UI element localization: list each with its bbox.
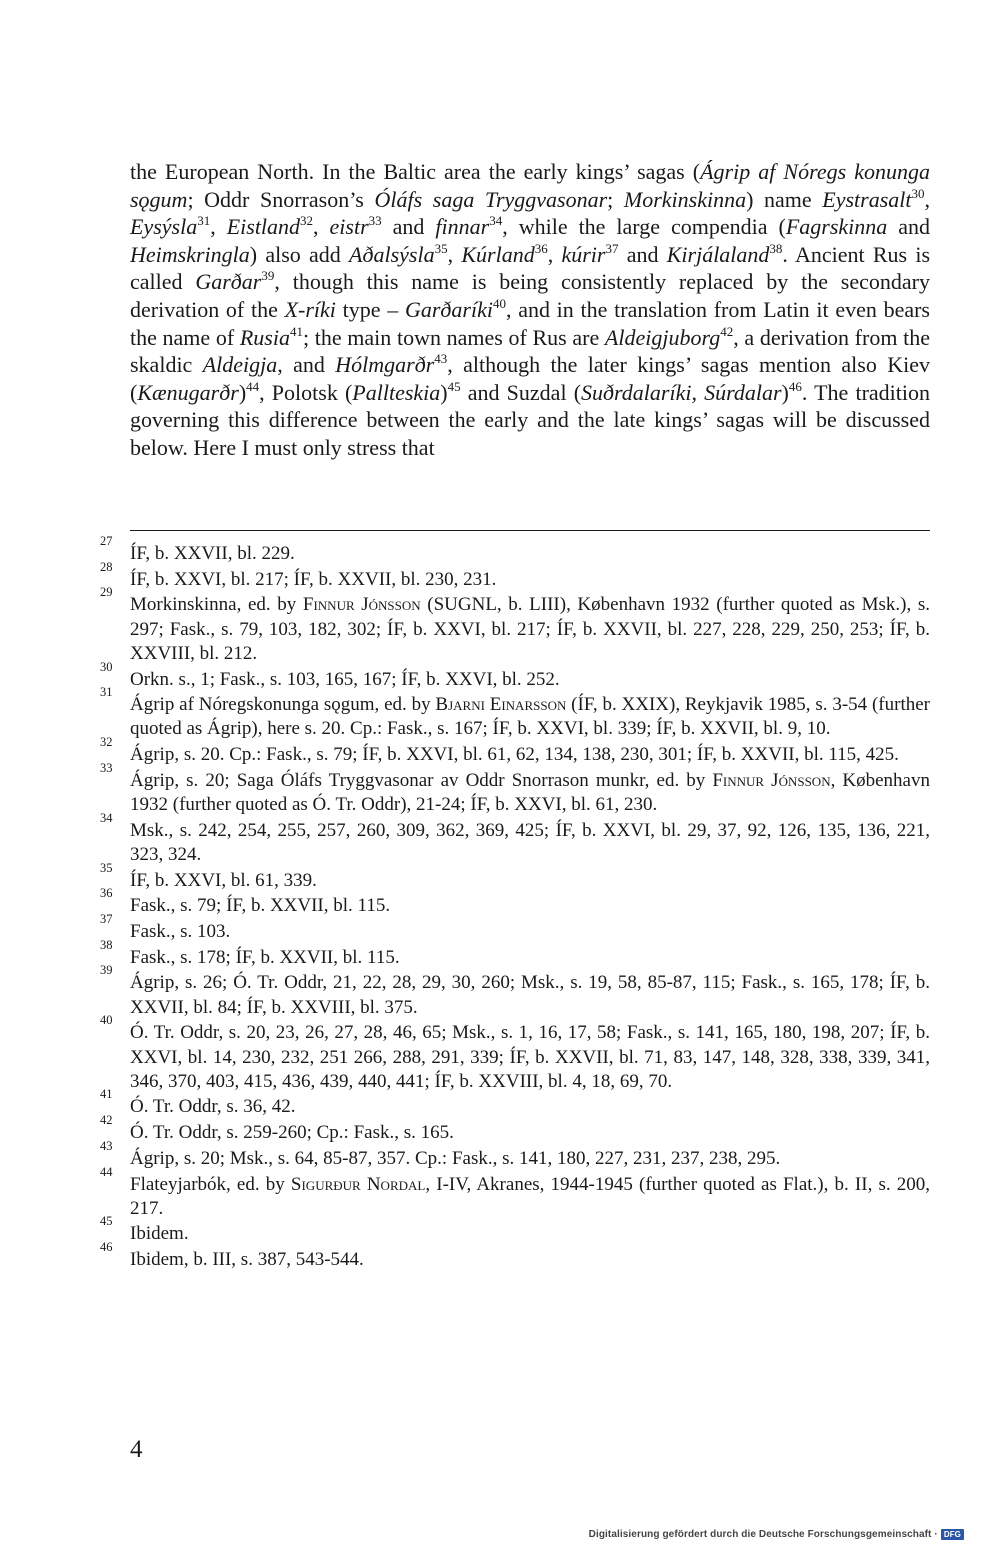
footnote-number: 31 — [100, 685, 113, 700]
footnote: 39 Ágrip, s. 26; Ó. Tr. Oddr, 21, 22, 28, 29, 30, 260; Msk., s. 19, 58, 85-87, 115; Fask., s. 165, 178; ÍF, b. XXVII, bl. 84; ÍF, b. XXVIII, bl. 375. — [100, 963, 930, 1018]
footnote-number: 44 — [100, 1164, 113, 1179]
footnote: 36 Fask., s. 79; ÍF, b. XXVII, bl. 115. — [100, 886, 391, 917]
digitization-credit — [589, 1529, 964, 1540]
footnote: 32 Ágrip, s. 20. Cp.: Fask., s. 79; ÍF, b. XXVI, bl. 61, 62, 134, 138, 230, 301; ÍF, b. XXVII, bl. 115, 425. — [100, 735, 899, 766]
footnote: 37 Fask., s. 103. — [100, 912, 231, 943]
footnote-number: 34 — [100, 810, 113, 825]
footnote-number: 37 — [100, 912, 113, 927]
footnote: 46 Ibidem, b. III, s. 387, 543-544. — [100, 1240, 364, 1271]
page-number: 4 — [130, 1436, 143, 1463]
footnote: 40 Ó. Tr. Oddr, s. 20, 23, 26, 27, 28, 46, 65; Msk., s. 1, 16, 17, 58; Fask., s. 141, 165, 180, 198, 207; ÍF, b. XXVI, bl. 14, 230, 232, 251 266, 288, 291, 339; ÍF, b. XXVII, bl. 71, 83, 147, 148, 328, 338, 339, 341, 346, 370, 403, 415, 436, 439, 440, 441; ÍF, b. XXVIII, bl. 4, 18, 69, 70. — [100, 1013, 930, 1092]
footnote-number: 35 — [100, 860, 113, 875]
footnote-number: 46 — [100, 1240, 113, 1255]
footnote-number: 39 — [100, 963, 113, 978]
footnote: 38 Fask., s. 178; ÍF, b. XXVII, bl. 115. — [100, 937, 400, 968]
footnote: 41 Ó. Tr. Oddr, s. 36, 42. — [100, 1087, 296, 1118]
footnote: 44 Flateyjarbók, ed. by Sigurður Nordal, I-IV, Akranes, 1944-1945 (further quoted as Flat.), b. II, s. 200, 217. — [100, 1164, 930, 1219]
footnote: 31 Ágrip af Nóregskonunga sǫgum, ed. by Bjarni Einarsson (ÍF, b. XXIX), Reykjavik 1985, s. 3-54 (further quoted as Ágrip), here s. 20. Cp.: Fask., s. 167; ÍF, b. XXVI, bl. 339; ÍF, b. XXVII, bl. 9, 10. — [100, 685, 930, 740]
footnote: 34 Msk., s. 242, 254, 255, 257, 260, 309, 362, 369, 425; ÍF, b. XXVI, bl. 29, 37, 92, 126, 135, 136, 221, 323, 324. — [100, 810, 930, 865]
footnote-number: 42 — [100, 1113, 113, 1128]
footnote-number: 33 — [100, 760, 113, 775]
footnote-number: 41 — [100, 1087, 113, 1102]
dfg-logo: DFG — [941, 1529, 964, 1540]
footnote: 28 ÍF, b. XXVI, bl. 217; ÍF, b. XXVII, bl. 230, 231. — [100, 559, 497, 590]
credit-text: Digitalisierung gefördert durch die Deutsche Forschungsgemeinschaft · — [588, 1529, 938, 1540]
footnotes — [100, 534, 931, 1274]
footnote: 29 Morkinskinna, ed. by Finnur Jónsson (SUGNL, b. LIII), København 1932 (further quoted as Msk.), s. 297; Fask., s. 79, 103, 182, 302; ÍF, b. XXVI, bl. 217; ÍF, b. XXVII, bl. 227, 228, 229, 250, 253; ÍF, b. XXVIII, bl. 212. — [100, 585, 931, 664]
footnote: 33 Ágrip, s. 20; Saga Óláfs Tryggvasonar av Oddr Snorrason munkr, ed. by Finnur Jónsson, København 1932 (further quoted as Ó. Tr. Oddr), 21-24; ÍF, b. XXVI, bl. 61, 230. — [100, 760, 930, 816]
footnote: 45 Ibidem. — [100, 1214, 189, 1245]
footnote-number: 43 — [100, 1138, 113, 1153]
footnote-number: 27 — [100, 534, 113, 548]
footnote: 27 ÍF, b. XXVII, bl. 229. — [100, 534, 295, 564]
footnote-divider — [130, 530, 930, 531]
footnote-number: 28 — [100, 559, 113, 574]
footnote-number: 32 — [100, 735, 113, 750]
body-paragraph: the European North. In the Baltic area the early kings’ sagas (Ágrip af Nóregs konunga sǫgum; Oddr Snorrason’s Óláfs saga Tryggvasonar; Morkinskinna) name Eystrasalt$^{30}$, Eysýsla$^{31}$, Eistland$^{32}$, eistr$^{33}$ and finnar$^{34}$, while the large compendia (Fagrskinna and Heimskringla) also add Aðalsýsla$^{35}$, Kúrland$^{36}$, kúrir$^{37}$ and Kirjálaland$^{38}$. Ancient Rus is called Garðar$^{39}$, though this name is being consistently replaced by the secondary derivation of the X-ríki type – Garðaríki$^{40}$, and in the translation from Latin it even bears the name of Rusia$^{41}$; the main town names of Rus are Aldeigjuborg$^{42}$, a derivation from the skaldic Aldeigja, and Hólmgarðr$^{43}$, although the later kings’ sagas mention also Kiev (Kænugarðr)$^{44}$, Polotsk (Pallteskia)$^{45}$ and Suzdal (Suðrdalaríki, Súrdalar)$^{46}$. The tradition governing this difference between the early and the late kings’ sagas will be discussed below. Here I must only stress that — [130, 159, 931, 460]
footnote-number: 29 — [100, 585, 113, 600]
footnote: 42 Ó. Tr. Oddr, s. 259-260; Cp.: Fask., s. 165. — [100, 1113, 454, 1144]
footnote-number: 38 — [100, 937, 113, 952]
footnote: 30 Orkn. s., 1; Fask., s. 103, 165, 167; ÍF, b. XXVI, bl. 252. — [100, 659, 560, 690]
footnote-number: 45 — [100, 1214, 113, 1229]
footnote-number: 30 — [100, 659, 113, 674]
footnote: 43 Ágrip, s. 20; Msk., s. 64, 85-87, 357. Cp.: Fask., s. 141, 180, 227, 231, 237, 238, 295. — [100, 1138, 781, 1169]
footnote-number: 40 — [100, 1013, 113, 1028]
footnote-number: 36 — [100, 886, 113, 901]
footnote: 35 ÍF, b. XXVI, bl. 61, 339. — [100, 860, 317, 891]
